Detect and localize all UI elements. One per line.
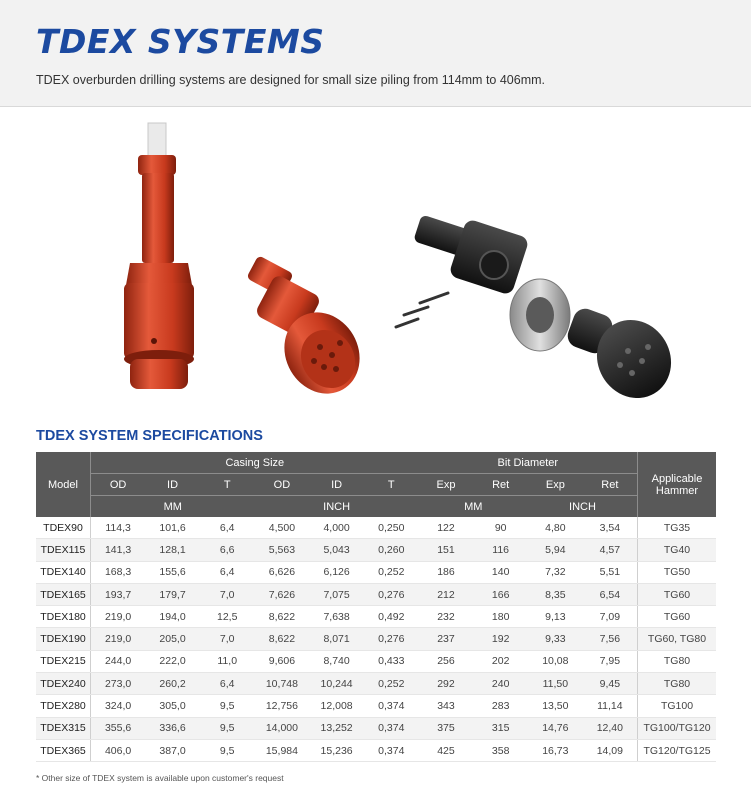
cell-id-mm: 205,0 [145, 628, 200, 650]
cell-exp-mm: 292 [419, 673, 474, 695]
cell-od-in: 10,748 [255, 673, 310, 695]
cell-ret-mm: 358 [473, 739, 528, 761]
table-row [36, 583, 716, 605]
cell-ret-in: 11,14 [583, 695, 638, 717]
cell-exp-mm: 232 [419, 606, 474, 628]
cell-od-in: 12,756 [255, 695, 310, 717]
cell-model: TDEX115 [36, 539, 91, 561]
cell-ret-mm: 283 [473, 695, 528, 717]
cell-model: TDEX180 [36, 606, 91, 628]
cell-hammer: TG60 [638, 583, 717, 605]
cell-t-mm: 7,0 [200, 583, 255, 605]
table-row [36, 606, 716, 628]
cell-id-mm: 155,6 [145, 561, 200, 583]
cell-exp-mm: 375 [419, 717, 474, 739]
page-subtitle: TDEX overburden drilling systems are designed for small size piling from 114mm to 406mm. [36, 73, 545, 87]
cell-t-in: 0,433 [364, 650, 419, 672]
cell-od-in: 6,626 [255, 561, 310, 583]
cell-ret-in: 3,54 [583, 517, 638, 539]
cell-hammer: TG60, TG80 [638, 628, 717, 650]
cell-ret-mm: 202 [473, 650, 528, 672]
tdex-bit-red [246, 255, 374, 407]
col-t-mm: T [200, 474, 255, 496]
cell-exp-in: 4,80 [528, 517, 583, 539]
cell-exp-mm: 237 [419, 628, 474, 650]
cell-ret-mm: 116 [473, 539, 528, 561]
page-title: TDEX SYSTEMS [36, 22, 325, 61]
cell-id-in: 12,008 [309, 695, 364, 717]
cell-t-in: 0,374 [364, 739, 419, 761]
cell-id-mm: 128,1 [145, 539, 200, 561]
cell-t-in: 0,374 [364, 695, 419, 717]
cell-t-in: 0,252 [364, 673, 419, 695]
cell-od-mm: 406,0 [91, 739, 146, 761]
cell-hammer: TG50 [638, 561, 717, 583]
cell-exp-mm: 186 [419, 561, 474, 583]
cell-model: TDEX190 [36, 628, 91, 650]
cell-id-in: 4,000 [309, 517, 364, 539]
cell-od-in: 7,626 [255, 583, 310, 605]
cell-id-mm: 260,2 [145, 673, 200, 695]
cell-model: TDEX140 [36, 561, 91, 583]
cell-model: TDEX315 [36, 717, 91, 739]
cell-t-mm: 9,5 [200, 717, 255, 739]
cell-exp-in: 8,35 [528, 583, 583, 605]
cell-id-mm: 179,7 [145, 583, 200, 605]
cell-id-in: 8,071 [309, 628, 364, 650]
table-row [36, 628, 716, 650]
cell-od-mm: 244,0 [91, 650, 146, 672]
col-applicable-hammer: Applicable Hammer [638, 452, 717, 517]
cell-hammer: TG100/TG120 [638, 717, 717, 739]
cell-hammer: TG60 [638, 606, 717, 628]
cell-hammer: TG100 [638, 695, 717, 717]
cell-exp-in: 10,08 [528, 650, 583, 672]
cell-od-in: 15,984 [255, 739, 310, 761]
cell-model: TDEX280 [36, 695, 91, 717]
tdex-assembly-red [124, 123, 194, 389]
cell-exp-in: 13,50 [528, 695, 583, 717]
cell-id-in: 10,244 [309, 673, 364, 695]
cell-ret-mm: 166 [473, 583, 528, 605]
cell-t-in: 0,252 [364, 561, 419, 583]
cell-ret-in: 5,51 [583, 561, 638, 583]
cell-id-mm: 305,0 [145, 695, 200, 717]
cell-id-in: 5,043 [309, 539, 364, 561]
cell-id-in: 7,075 [309, 583, 364, 605]
cell-hammer: TG40 [638, 539, 717, 561]
cell-ret-in: 14,09 [583, 739, 638, 761]
col-group-bit-diameter: Bit Diameter [419, 452, 638, 474]
cell-id-in: 7,638 [309, 606, 364, 628]
cell-od-mm: 141,3 [91, 539, 146, 561]
cell-hammer: TG80 [638, 650, 717, 672]
cell-model: TDEX165 [36, 583, 91, 605]
col-exp-mm: Exp [419, 474, 474, 496]
unit-casing-inch: INCH [255, 496, 419, 518]
cell-od-in: 8,622 [255, 606, 310, 628]
col-ret-mm: Ret [473, 474, 528, 496]
cell-t-mm: 11,0 [200, 650, 255, 672]
col-exp-inch: Exp [528, 474, 583, 496]
cell-od-in: 14,000 [255, 717, 310, 739]
specs-title: TDEX SYSTEM SPECIFICATIONS [36, 428, 263, 444]
col-id-inch: ID [309, 474, 364, 496]
cell-id-mm: 101,6 [145, 517, 200, 539]
cell-exp-mm: 151 [419, 539, 474, 561]
page-header [0, 0, 751, 107]
cell-ret-in: 7,09 [583, 606, 638, 628]
cell-exp-in: 11,50 [528, 673, 583, 695]
cell-od-mm: 114,3 [91, 517, 146, 539]
cell-ret-mm: 315 [473, 717, 528, 739]
cell-exp-in: 9,33 [528, 628, 583, 650]
cell-od-in: 4,500 [255, 517, 310, 539]
product-photo [100, 115, 720, 415]
cell-id-in: 15,236 [309, 739, 364, 761]
cell-t-mm: 6,6 [200, 539, 255, 561]
cell-id-in: 8,740 [309, 650, 364, 672]
cell-t-mm: 6,4 [200, 517, 255, 539]
cell-od-mm: 273,0 [91, 673, 146, 695]
unit-bit-mm: MM [419, 496, 528, 518]
table-row [36, 739, 716, 761]
cell-hammer: TG120/TG125 [638, 739, 717, 761]
col-group-casing-size: Casing Size [91, 452, 419, 474]
specs-table [36, 452, 716, 762]
cell-od-mm: 355,6 [91, 717, 146, 739]
table-row [36, 673, 716, 695]
cell-t-in: 0,374 [364, 717, 419, 739]
cell-id-mm: 336,6 [145, 717, 200, 739]
cell-t-in: 0,250 [364, 517, 419, 539]
cell-t-in: 0,276 [364, 583, 419, 605]
cell-ret-mm: 90 [473, 517, 528, 539]
cell-model: TDEX215 [36, 650, 91, 672]
cell-ret-in: 4,57 [583, 539, 638, 561]
cell-exp-in: 14,76 [528, 717, 583, 739]
cell-ret-mm: 240 [473, 673, 528, 695]
footnote: * Other size of TDEX system is available upon customer's request [36, 773, 284, 783]
cell-exp-in: 9,13 [528, 606, 583, 628]
cell-t-mm: 6,4 [200, 673, 255, 695]
col-model: Model [36, 452, 91, 517]
table-row [36, 717, 716, 739]
col-ret-inch: Ret [583, 474, 638, 496]
cell-t-mm: 9,5 [200, 739, 255, 761]
cell-t-in: 0,260 [364, 539, 419, 561]
cell-t-mm: 7,0 [200, 628, 255, 650]
cell-model: TDEX240 [36, 673, 91, 695]
cell-id-in: 13,252 [309, 717, 364, 739]
table-row [36, 539, 716, 561]
cell-t-mm: 9,5 [200, 695, 255, 717]
cell-od-mm: 219,0 [91, 628, 146, 650]
cell-od-in: 8,622 [255, 628, 310, 650]
cell-ret-mm: 192 [473, 628, 528, 650]
cell-id-mm: 194,0 [145, 606, 200, 628]
unit-casing-mm: MM [91, 496, 255, 518]
cell-od-in: 5,563 [255, 539, 310, 561]
cell-t-mm: 6,4 [200, 561, 255, 583]
col-od-mm: OD [91, 474, 146, 496]
cell-t-in: 0,276 [364, 628, 419, 650]
specs-table-body [36, 517, 716, 762]
cell-ret-in: 9,45 [583, 673, 638, 695]
cell-exp-mm: 256 [419, 650, 474, 672]
table-row [36, 517, 716, 539]
unit-bit-inch: INCH [528, 496, 638, 518]
cell-t-in: 0,492 [364, 606, 419, 628]
cell-hammer: TG80 [638, 673, 717, 695]
cell-id-mm: 222,0 [145, 650, 200, 672]
cell-id-mm: 387,0 [145, 739, 200, 761]
cell-ret-in: 7,95 [583, 650, 638, 672]
cell-exp-mm: 425 [419, 739, 474, 761]
table-row [36, 561, 716, 583]
cell-od-mm: 324,0 [91, 695, 146, 717]
cell-hammer: TG35 [638, 517, 717, 539]
table-row [36, 695, 716, 717]
cell-ret-mm: 140 [473, 561, 528, 583]
col-t-inch: T [364, 474, 419, 496]
cell-od-in: 9,606 [255, 650, 310, 672]
cell-exp-in: 7,32 [528, 561, 583, 583]
cell-model: TDEX365 [36, 739, 91, 761]
tdex-exploded-black [396, 214, 685, 411]
cell-exp-in: 5,94 [528, 539, 583, 561]
table-row [36, 650, 716, 672]
cell-ret-in: 6,54 [583, 583, 638, 605]
col-od-inch: OD [255, 474, 310, 496]
cell-od-mm: 168,3 [91, 561, 146, 583]
cell-ret-in: 7,56 [583, 628, 638, 650]
cell-model: TDEX90 [36, 517, 91, 539]
cell-ret-mm: 180 [473, 606, 528, 628]
cell-t-mm: 12,5 [200, 606, 255, 628]
cell-exp-mm: 343 [419, 695, 474, 717]
cell-exp-in: 16,73 [528, 739, 583, 761]
cell-exp-mm: 122 [419, 517, 474, 539]
cell-ret-in: 12,40 [583, 717, 638, 739]
col-id-mm: ID [145, 474, 200, 496]
cell-od-mm: 193,7 [91, 583, 146, 605]
cell-id-in: 6,126 [309, 561, 364, 583]
cell-exp-mm: 212 [419, 583, 474, 605]
cell-od-mm: 219,0 [91, 606, 146, 628]
